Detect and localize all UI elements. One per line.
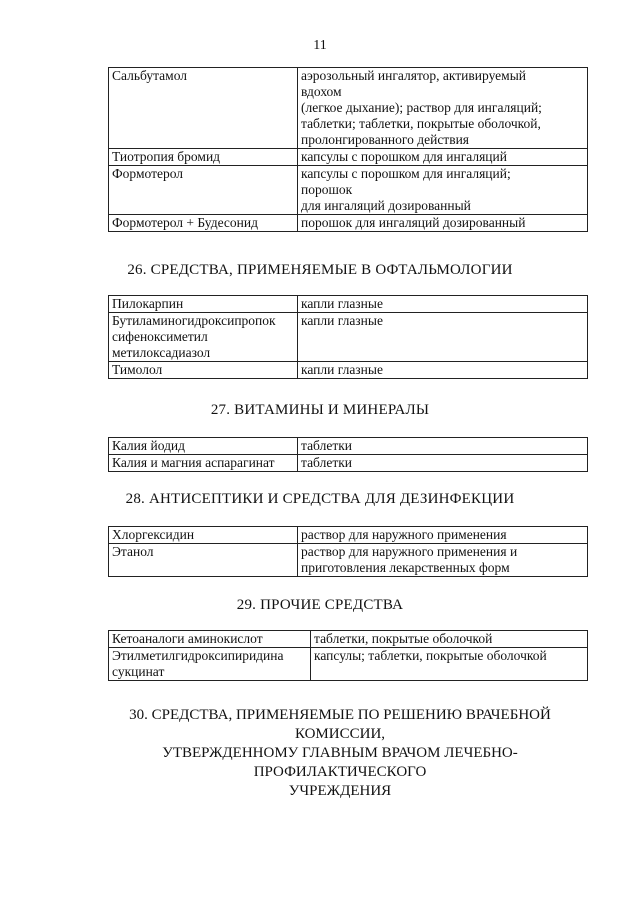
drug-name	[109, 648, 311, 681]
table-row	[109, 438, 588, 455]
drug-form: таблетки	[298, 455, 588, 472]
drug-form	[298, 166, 588, 215]
heading-line: УТВЕРЖДЕННОМУ ГЛАВНЫМ ВРАЧОМ ЛЕЧЕБНО-	[162, 745, 518, 761]
form-line: аэрозольный ингалятор, активируемый	[301, 68, 526, 83]
table-vitamins	[108, 437, 588, 472]
drug-name-line: Этилметилгидроксипиридина	[112, 648, 284, 663]
drug-name-line: Кетоаналоги аминокислот	[112, 631, 263, 646]
page-number: 11	[313, 38, 327, 53]
drug-form	[298, 544, 588, 577]
form-line: порошок для ингаляций дозированный	[301, 215, 526, 230]
drug-name: Пилокарпин	[109, 296, 298, 313]
form-line: капсулы с порошком для ингаляций	[301, 149, 507, 164]
drug-name	[109, 631, 311, 648]
form-line: раствор для наружного применения и	[301, 544, 518, 559]
drug-name: Этанол	[109, 544, 298, 577]
form-line: (легкое дыхание); раствор для ингаляций;	[301, 100, 542, 115]
heading-line: 30. СРЕДСТВА, ПРИМЕНЯЕМЫЕ ПО РЕШЕНИЮ ВРАЧЕБНОЙ	[129, 707, 551, 723]
drug-form	[298, 215, 588, 232]
table-row	[109, 166, 588, 215]
drug-name-line: Бутиламиногидроксипропок	[112, 313, 276, 328]
drug-form: капли глазные	[298, 313, 588, 362]
heading-line: КОМИССИИ,	[294, 726, 386, 742]
section-heading-26: 26. СРЕДСТВА, ПРИМЕНЯЕМЫЕ В ОФТАЛЬМОЛОГИИ	[127, 262, 513, 278]
form-line: порошок	[301, 182, 353, 197]
drug-name: Формотерол	[109, 166, 298, 215]
drug-name-line: метилоксадиазол	[112, 345, 211, 360]
drug-name: Калия и магния аспарагинат	[109, 455, 298, 472]
drug-name: Тиотропия бромид	[109, 149, 298, 166]
table-row	[109, 527, 588, 544]
table-antiseptics	[108, 526, 588, 577]
table-row	[109, 296, 588, 313]
table-ophthalmology	[108, 295, 588, 379]
heading-line: УЧРЕЖДЕНИЯ	[288, 783, 392, 799]
table-row	[109, 149, 588, 166]
drug-name: Калия йодид	[109, 438, 298, 455]
drug-form: капли глазные	[298, 362, 588, 379]
form-line: капсулы с порошком для ингаляций;	[301, 166, 511, 181]
drug-name	[109, 313, 298, 362]
heading-line: ПРОФИЛАКТИЧЕСКОГО	[253, 764, 427, 780]
form-line: пролонгированного действия	[301, 132, 470, 147]
drug-form	[298, 68, 588, 149]
form-line: раствор для наружного применения	[301, 527, 507, 542]
form-line: таблетки; таблетки, покрытые оболочкой,	[301, 116, 541, 131]
drug-form	[298, 527, 588, 544]
section-heading-27: 27. ВИТАМИНЫ И МИНЕРАЛЫ	[210, 402, 430, 418]
table-row	[109, 544, 588, 577]
drug-form: капли глазные	[298, 296, 588, 313]
form-line: вдохом	[301, 84, 342, 99]
form-line: приготовления лекарственных форм	[301, 560, 510, 575]
drug-form: таблетки	[298, 438, 588, 455]
table-row	[109, 215, 588, 232]
table-respiratory	[108, 67, 588, 232]
drug-name: Тимолол	[109, 362, 298, 379]
section-heading-29: 29. ПРОЧИЕ СРЕДСТВА	[236, 597, 404, 613]
drug-name-line: сифеноксиметил	[112, 329, 208, 344]
table-row	[109, 631, 588, 648]
section-heading-28: 28. АНТИСЕПТИКИ И СРЕДСТВА ДЛЯ ДЕЗИНФЕКЦИИ	[125, 491, 515, 507]
drug-name: Сальбутамол	[109, 68, 298, 149]
drug-name: Хлоргексидин	[109, 527, 298, 544]
drug-form: капсулы; таблетки, покрытые оболочкой	[311, 648, 588, 681]
drug-form	[298, 149, 588, 166]
table-row	[109, 648, 588, 681]
table-other	[108, 630, 588, 681]
drug-name: Формотерол + Будесонид	[109, 215, 298, 232]
table-row	[109, 362, 588, 379]
table-row	[109, 455, 588, 472]
table-row	[109, 313, 588, 362]
form-line: для ингаляций дозированный	[301, 198, 471, 213]
section-heading-30	[70, 706, 610, 801]
drug-name-line: сукцинат	[112, 664, 165, 679]
table-row	[109, 68, 588, 149]
drug-form: таблетки, покрытые оболочкой	[311, 631, 588, 648]
